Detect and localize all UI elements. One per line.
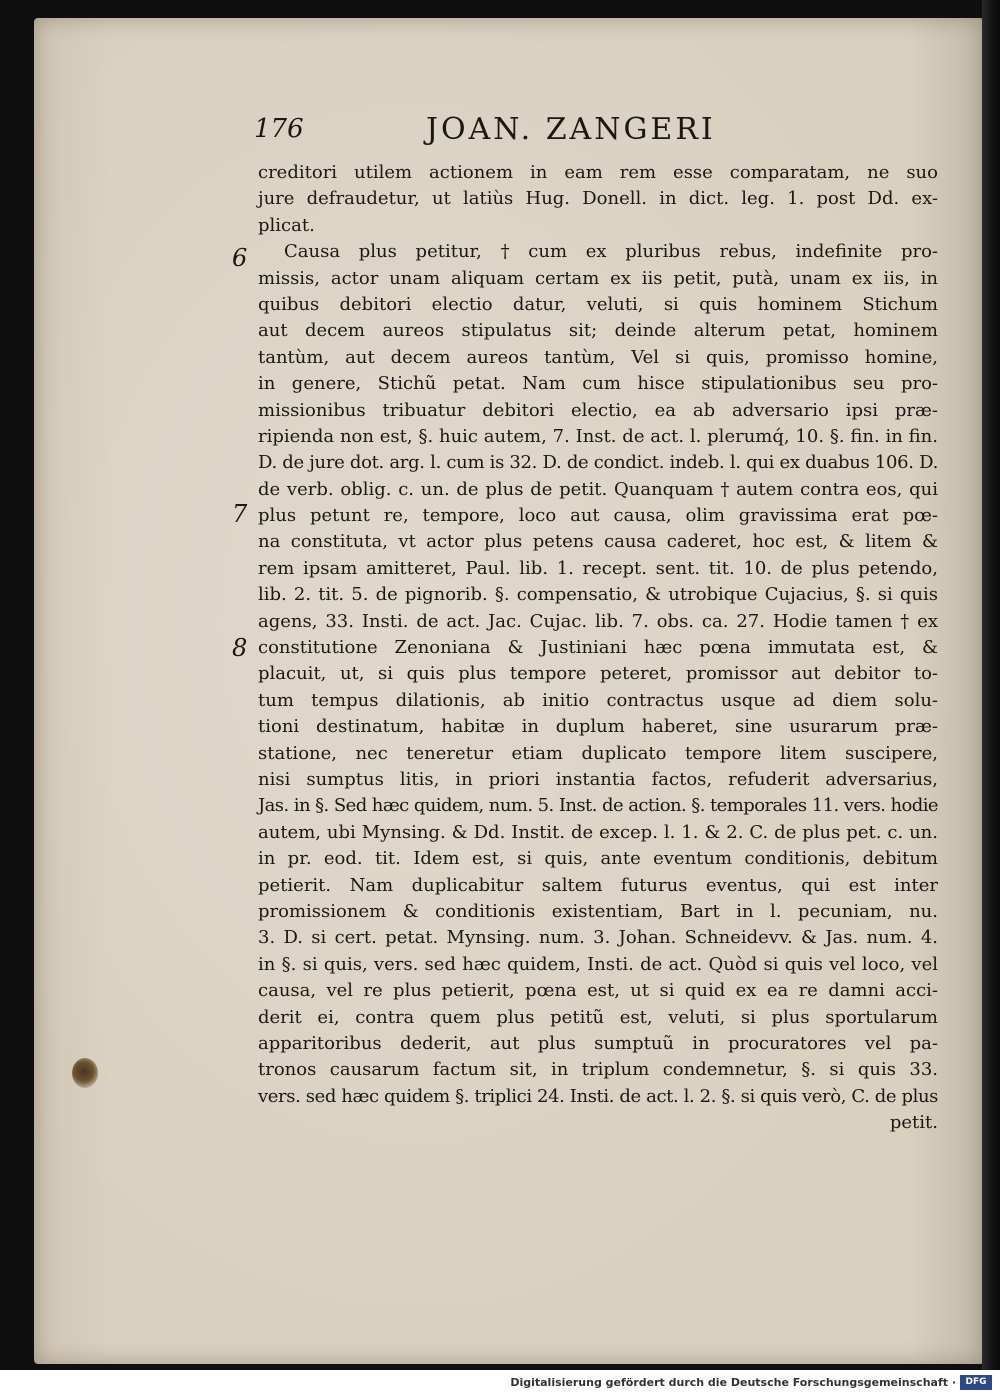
text-line: tronos causarum factum sit, in triplum condemnetur, §. si quis 33. [258, 1059, 938, 1081]
text-line: vers. sed hæc quidem §. triplici 24. Insti. de act. l. 2. §. si quis verò, C. de plus [258, 1085, 938, 1107]
text-line: missionibus tribuatur debitori electio, ea ab adversario ipsi præ- [258, 399, 938, 421]
text-line: tum tempus dilationis, ab initio contractus usque ad diem solu- [258, 689, 938, 711]
text-line: petit. [889, 1112, 938, 1134]
margin-number: 6 [232, 244, 248, 272]
text-line: de verb. oblig. c. un. de plus de petit. Quanquam † autem contra eos, qui [258, 478, 938, 500]
text-line: placuit, ut, si quis plus tempore peteret, promissor aut debitor to- [258, 663, 938, 685]
text-line: 3. D. si cert. petat. Mynsing. num. 3. Johan. Schneidevv. & Jas. num. 4. [258, 927, 938, 949]
text-line: apparitoribus dederit, aut plus sumptuũ in procuratores vel pa- [258, 1032, 938, 1054]
text-line: petierit. Nam duplicabitur saltem futurus eventus, qui est inter [258, 874, 938, 896]
text-line: creditori utilem actionem in eam rem esse comparatam, ne suo [258, 162, 938, 183]
running-title: JOAN. ZANGERI [426, 112, 716, 147]
text-line: in pr. eod. tit. Idem est, si quis, ante eventum conditionis, debitum [258, 848, 938, 870]
margin-number: 7 [232, 500, 248, 528]
text-line: ripienda non est, §. huic autem, 7. Inst. de act. l. plerumq́, 10. §. fin. in fin. [258, 425, 938, 447]
text-line: rem ipsam amitteret, Paul. lib. 1. recept. sent. tit. 10. de plus petendo, [258, 557, 938, 579]
dfg-logo-icon: DFG [960, 1375, 992, 1390]
page-number: 176 [254, 114, 304, 144]
text-line: autem, ubi Mynsing. & Dd. Instit. de excep. l. 1. & 2. C. de plus pet. c. un. [258, 821, 938, 843]
text-line: nisi sumptus litis, in priori instantia factos, refuderit adversarius, [258, 768, 938, 790]
text-line: jure defraudetur, ut latiùs Hug. Donell. in dict. leg. 1. post Dd. ex- [258, 188, 938, 210]
book-binding-edge [982, 0, 1000, 1370]
text-line: constitutione Zenoniana & Justiniani hæc pœna immutata est, & [258, 637, 938, 659]
text-line: derit ei, contra quem plus petitũ est, veluti, si plus sportularum [258, 1006, 938, 1028]
text-line: causa, vel re plus petierit, pœna est, ut si quid ex ea re damni acci- [258, 980, 938, 1002]
paper-stain [72, 1058, 98, 1088]
margin-number: 8 [232, 634, 248, 662]
text-line: Causa plus petitur, † cum ex pluribus rebus, indefinite pro- [284, 241, 938, 263]
text-line: plus petunt re, tempore, loco aut causa, olim gravissima erat pœ- [258, 505, 938, 527]
text-line: promissionem & conditionis existentiam, Bart in l. pecuniam, nu. [258, 900, 938, 922]
text-line: plicat. [258, 214, 315, 236]
text-line: Jas. in §. Sed hæc quidem, num. 5. Inst. de action. §. temporales 11. vers. hodie [258, 795, 938, 817]
text-line: D. de jure dot. arg. l. cum is 32. D. de condict. indeb. l. qui ex duabus 106. D. [258, 452, 938, 474]
body-text [258, 160, 938, 1136]
text-line: missis, actor unam aliquam certam ex iis petit, putà, unam ex iis, in [258, 267, 938, 289]
page-header [254, 114, 974, 154]
text-line: quibus debitori electio datur, veluti, si quis hominem Stichum [258, 293, 938, 315]
funding-credit: Digitalisierung gefördert durch die Deutsche Forschungsgemeinschaft · [510, 1376, 956, 1389]
text-line: tioni destinatum, habitæ in duplum haberet, sine usurarum præ- [258, 716, 938, 738]
text-line: tantùm, aut decem aureos tantùm, Vel si quis, promisso homine, [258, 346, 938, 368]
digitization-footer [0, 1370, 1000, 1396]
text-line: in genere, Stichũ petat. Nam cum hisce stipulationibus seu pro- [258, 373, 938, 395]
text-line: agens, 33. Insti. de act. Jac. Cujac. lib. 7. obs. ca. 27. Hodie tamen † ex [258, 610, 938, 632]
text-line: aut decem aureos stipulatus sit; deinde alterum petat, hominem [258, 320, 938, 342]
text-line: na constituta, vt actor plus petens causa caderet, hoc est, & litem & [258, 531, 938, 553]
text-line: lib. 2. tit. 5. de pignorib. §. compensatio, & utrobique Cujacius, §. si quis [258, 584, 938, 606]
text-line: statione, nec teneretur etiam duplicato tempore litem suscipere, [258, 742, 938, 764]
text-line: in §. si quis, vers. sed hæc quidem, Insti. de act. Quòd si quis vel loco, vel [258, 953, 938, 975]
